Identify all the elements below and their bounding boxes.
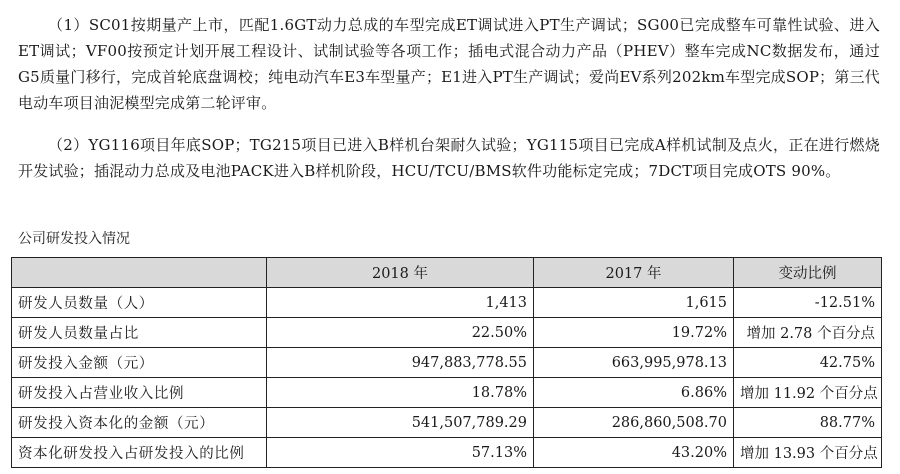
row-label: 研发投入占营业收入比例 (12, 378, 267, 408)
value-2018: 947,883,778.55 (267, 348, 534, 378)
value-change: 88.77% (734, 408, 882, 438)
table-header-row (12, 258, 882, 288)
table-row (12, 438, 882, 468)
row-label: 研发投入金额（元） (12, 348, 267, 378)
row-label: 研发人员数量占比 (12, 318, 267, 348)
progress-paragraph-1: （1）SC01按期量产上市，匹配1.6GT动力总成的车型完成ET调试进入PT生产调试；SG00已完成整车可靠性试验、进入ET调试；VF00按预定计划开展工程设计、试制试验等各项工作；插电式混合动力产品（PHEV）整车完成NC数据发布，通过G5质量门移行，完成首轮底盘调校；纯电动汽车E3车型量产；E1进入PT生产调试；爱尚EV系列202km车型完成SOP；第三代电动车项目油泥模型完成第二轮评审。 (18, 16, 880, 112)
value-change: 增加 11.92 个百分点 (734, 378, 882, 408)
header-2017: 2017 年 (534, 258, 734, 288)
value-2017: 6.86% (534, 378, 734, 408)
header-2018: 2018 年 (267, 258, 534, 288)
table-row (12, 378, 882, 408)
header-blank (12, 258, 267, 288)
progress-paragraph-2: （2）YG116项目年底SOP；TG215项目已进入B样机台架耐久试验；YG115项目已完成A样机试制及点火，正在进行燃烧开发试验；插混动力总成及电池PACK进入B样机阶段，HCU/TCU/BMS软件功能标定完成；7DCT项目完成OTS 90%。 (18, 136, 880, 180)
table-title: 公司研发投入情况 (18, 231, 130, 247)
value-2018: 18.78% (267, 378, 534, 408)
value-change: -12.51% (734, 288, 882, 318)
value-2018: 541,507,789.29 (267, 408, 534, 438)
value-2017: 286,860,508.70 (534, 408, 734, 438)
value-change: 增加 2.78 个百分点 (734, 318, 882, 348)
value-change: 42.75% (734, 348, 882, 378)
row-label: 研发人员数量（人） (12, 288, 267, 318)
value-2018: 22.50% (267, 318, 534, 348)
row-label: 研发投入资本化的金额（元） (12, 408, 267, 438)
value-2017: 663,995,978.13 (534, 348, 734, 378)
value-2017: 19.72% (534, 318, 734, 348)
table-row (12, 348, 882, 378)
header-change: 变动比例 (734, 258, 882, 288)
value-2017: 1,615 (534, 288, 734, 318)
value-2018: 1,413 (267, 288, 534, 318)
table-row (12, 288, 882, 318)
table-row (12, 318, 882, 348)
value-2017: 43.20% (534, 438, 734, 468)
row-label: 资本化研发投入占研发投入的比例 (12, 438, 267, 468)
table-row (12, 408, 882, 438)
value-2018: 57.13% (267, 438, 534, 468)
rd-investment-table (11, 257, 882, 468)
value-change: 增加 13.93 个百分点 (734, 438, 882, 468)
